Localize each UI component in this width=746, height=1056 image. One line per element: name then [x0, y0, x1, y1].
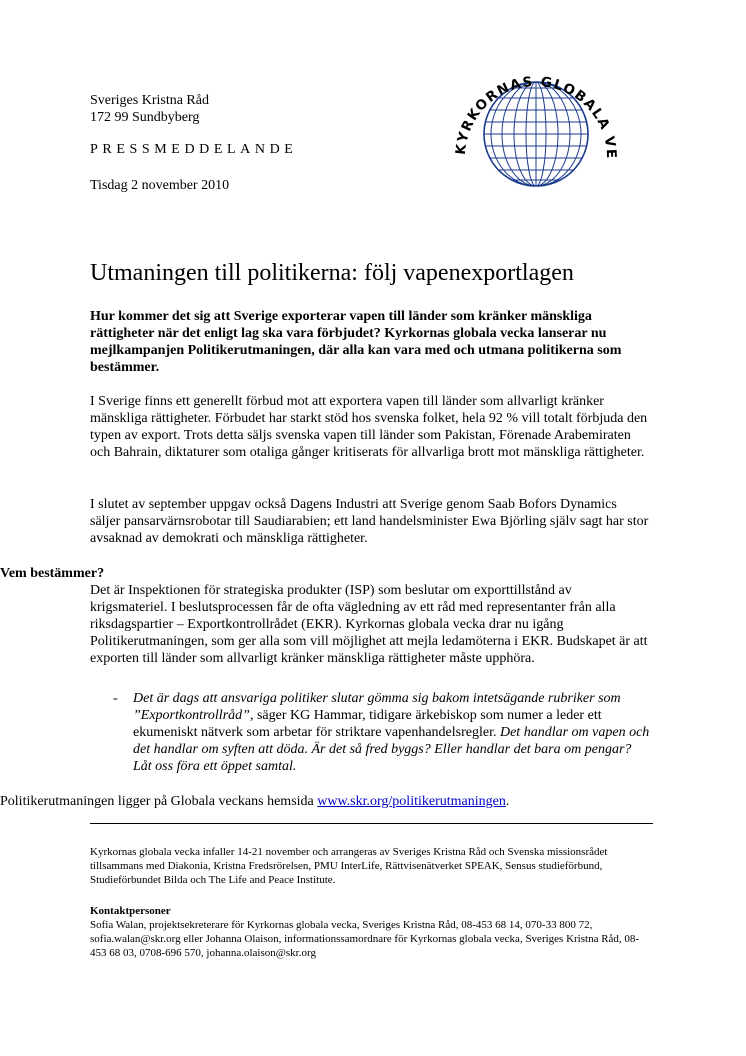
contact-heading: Kontaktpersoner [90, 905, 171, 917]
footer-note: Kyrkornas globala vecka infaller 14-21 november och arrangeras av Sveriges Kristna Råd och Svenska missionsrådet tillsammans med Diakonia, Kristna Fredsrörelsen, PMU InterLife, Rättvisenätverket SPEAK, Sensus studieförbund, Studieförbundet Bilda och The Life and Peace Institute. [90, 846, 608, 886]
quote-attribution: , säger KG Hammar, tidigare ärkebiskop som numer a leder ett ekumeniskt nätverk som arbetar för striktare vapenhandelsregler. [133, 708, 602, 740]
link-period: . [505, 794, 510, 809]
quote-italic-1: Det är dags att ansvariga politiker slutar gömma sig bakom intetsägande rubriker som ”Exportkontrollråd” [133, 691, 621, 723]
sender-postal: 172 99 Sundbyberg [90, 110, 200, 125]
section-heading: Vem bestämmer? [0, 566, 105, 581]
contact-details: Sofia Walan, projektsekreterare för Kyrkornas globala vecka, Sveriges Kristna Råd, 08-453 68 14, 070-33 800 72, sofia.walan@skr.org eller Johanna Olaison, informationssamordnare för Kyrkornas globala vecka, Sveriges Kristna Råd, 08-453 68 03, 0708-696 570, johanna.olaison@skr.org [90, 919, 640, 959]
sender-org: Sveriges Kristna Råd [90, 93, 209, 108]
body-paragraph-4 [0, 793, 509, 810]
body-paragraph-1: I Sverige finns ett generellt förbud mot att exportera vapen till länder som allvarligt kränker mänskliga rättigheter. Förbudet har starkt stöd hos svenska folket, hela 92 % vill totalt förbjuda den typen av export. Trots detta säljs svenska vapen till länder som Pakistan, Förenade Arabemiraten och Bahrain, diktaturer som otaliga gånger kritiserats för allvarliga brott mot mänskliga rättigheter. [90, 394, 648, 460]
body-paragraph-3: Det är Inspektionen för strategiska produkter (ISP) som beslutar om exporttillstånd av krigsmateriel. I beslutsprocessen får de ofta vägledning av ett råd med representanter från alla riksdagspartier – Exportkontrollrådet (EKR). Kyrkornas globala vecka drar nu igång Politikerutmaningen, som ger alla som vill möjlighet att mejla ledamöterna i EKR. Budskapet är att exporten till länder som allvarligt kränker mänskliga rättigheter måste upphöra. [90, 583, 648, 666]
quote-dash: - [113, 691, 118, 706]
globe-logo-icon [444, 50, 624, 200]
logo-text: KYRKORNAS GLOBALA VE [452, 73, 620, 161]
globe-logo [444, 50, 624, 200]
footer-divider [90, 823, 653, 824]
lead-paragraph: Hur kommer det sig att Sverige exporterar vapen till länder som kränker mänskliga rättigheter när det enligt lag ska vara förbjudet? Kyrkornas globala vecka lanserar nu mejlkampanjen Politikerutmaningen, där alla kan vara med och utmana politikerna som bestämmer. [90, 309, 622, 375]
press-release-label: PRESSMEDDELANDE [90, 142, 298, 157]
svg-text:KYRKORNAS GLOBALA VECKA [444, 50, 619, 160]
body-paragraph-2: I slutet av september uppgav också Dagens Industri att Sverige genom Saab Bofors Dynamics säljer pansarvärnsrobotar till Saudiarabien; ett land handelsminister Ewa Björling själv sagt har stor avsaknad av demokrati och mänskliga rättigheter. [90, 497, 649, 546]
link-intro: Politikerutmaningen ligger på Globala veckans hemsida [0, 794, 318, 809]
sender-address [90, 92, 209, 126]
campaign-link[interactable]: www.skr.org/politikerutmaningen [317, 794, 506, 809]
release-date: Tisdag 2 november 2010 [90, 178, 230, 193]
quote-italic-2: Det handlar om vapen och det handlar om syften att döda. Är det så fred byggs? Eller handlar det bara om pengar? Låt oss föra ett öppet samtal. [133, 725, 650, 774]
page-title: Utmaningen till politikerna: följ vapenexportlagen [90, 260, 574, 286]
quote-paragraph [133, 690, 653, 775]
